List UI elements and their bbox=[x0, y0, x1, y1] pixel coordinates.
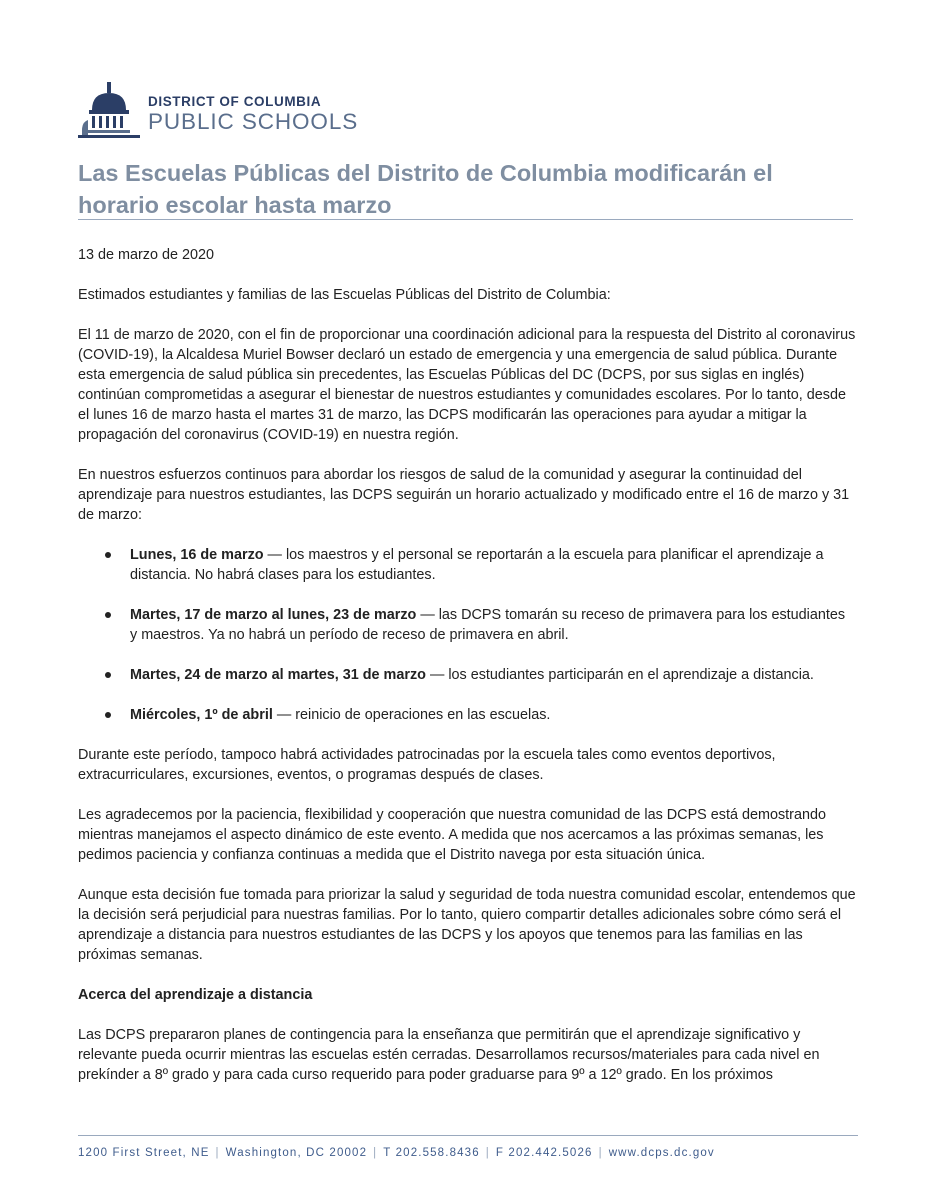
paragraph-activities: Durante este período, tampoco habrá actividades patrocinadas por la escuela tales como eventos deportivos, extracurriculares, excursiones, eventos, o programas después de clases. bbox=[78, 747, 776, 783]
footer-address: 1200 First Street, NE bbox=[78, 1147, 210, 1159]
bullet-icon bbox=[105, 672, 111, 678]
document-title: Las Escuelas Públicas del Distrito de Columbia modificarán el horario escolar hasta marzo bbox=[78, 160, 773, 218]
footer-website-link[interactable]: www.dcps.dc.gov bbox=[608, 1147, 715, 1159]
section-heading-text: Acerca del aprendizaje a distancia bbox=[78, 987, 313, 1003]
bullet-icon bbox=[105, 712, 111, 718]
logo-line-district: DISTRICT OF COLUMBIA bbox=[148, 94, 322, 109]
page-footer bbox=[78, 1147, 858, 1159]
footer-separator: | bbox=[215, 1147, 220, 1159]
footer-separator: | bbox=[373, 1147, 378, 1159]
paragraph-decision: Aunque esta decisión fue tomada para priorizar la salud y seguridad de toda nuestra comunidad escolar, entendemos que la decisión será perjudicial para nuestras familias. Por lo tanto, quiero compartir detalles adicionales sobre cómo será el aprendizaje a distancia para nuestros estudiantes de las DCPS y los apoyos que tenemos para las familias en las próximas semanas. bbox=[78, 887, 856, 963]
schedule-date: Martes, 24 de marzo al martes, 31 de marzo bbox=[130, 667, 426, 683]
list-item bbox=[78, 705, 856, 725]
bullet-icon bbox=[105, 612, 111, 618]
schedule-text: — las DCPS tomarán su receso de primavera para los estudiantes y maestros. Ya no habrá un período de receso de primavera en abril. bbox=[130, 607, 846, 643]
capitol-dome-icon bbox=[78, 80, 140, 138]
letter-body bbox=[78, 245, 856, 1105]
list-item bbox=[78, 665, 856, 685]
paragraph-schedule-intro: En nuestros esfuerzos continuos para abordar los riesgos de salud de la comunidad y asegurar la continuidad del aprendizaje para nuestros estudiantes, las DCPS seguirán un horario actualizado y modificado entre el 16 de marzo y 31 de marzo: bbox=[78, 467, 850, 523]
schedule-list bbox=[78, 545, 856, 725]
logo-line-public-schools: PUBLIC SCHOOLS bbox=[148, 109, 359, 134]
schedule-date: Lunes, 16 de marzo bbox=[130, 547, 264, 563]
footer-city: Washington, DC 20002 bbox=[225, 1147, 368, 1159]
paragraph-contingency: Las DCPS prepararon planes de contingencia para la enseñanza que permitirán que el aprendizaje significativo y relevante pueda ocurrir mientras las escuelas estén cerradas. Desarrollamos recursos/materiales para cada nivel en prekínder a 8º grado y para cada curso requerido para poder graduarse para 9º a 12º grado. En los próximos bbox=[78, 1027, 820, 1083]
title-divider bbox=[78, 219, 853, 220]
schedule-text: — reinicio de operaciones en las escuelas. bbox=[272, 707, 551, 723]
schedule-date: Miércoles, 1º de abril bbox=[130, 707, 273, 723]
footer-fax: F 202.442.5026 bbox=[495, 1147, 593, 1159]
footer-separator: | bbox=[598, 1147, 603, 1159]
footer-phone: T 202.558.8436 bbox=[383, 1147, 480, 1159]
bullet-icon bbox=[105, 552, 111, 558]
schedule-text: — los maestros y el personal se reportarán a la escuela para planificar el aprendizaje a distancia. No habrá clases para los estudiantes. bbox=[130, 547, 824, 583]
section-heading-distance-learning bbox=[78, 985, 856, 1005]
dcps-logo bbox=[78, 80, 388, 138]
list-item bbox=[78, 605, 856, 645]
footer-separator: | bbox=[485, 1147, 490, 1159]
footer-divider bbox=[78, 1135, 858, 1136]
list-item bbox=[78, 545, 856, 585]
schedule-date: Martes, 17 de marzo al lunes, 23 de marzo bbox=[130, 607, 417, 623]
paragraph-thanks: Les agradecemos por la paciencia, flexibilidad y cooperación que nuestra comunidad de las DCPS está demostrando mientras manejamos el aspecto dinámico de este evento. A medida que nos acercamos a las próximas semanas, les pedimos paciencia y confianza continuas a medida que el Distrito navega por esta situación única. bbox=[78, 807, 826, 863]
salutation: Estimados estudiantes y familias de las Escuelas Públicas del Distrito de Columbia: bbox=[78, 287, 611, 303]
letter-date: 13 de marzo de 2020 bbox=[78, 247, 215, 263]
schedule-text: — los estudiantes participarán en el aprendizaje a distancia. bbox=[425, 667, 814, 683]
paragraph-emergency: El 11 de marzo de 2020, con el fin de proporcionar una coordinación adicional para la respuesta del Distrito al coronavirus (COVID-19), la Alcaldesa Muriel Bowser declaró un estado de emergencia y una emergencia de salud pública. Durante esta emergencia de salud pública sin precedentes, las Escuelas Públicas del DC (DCPS, por sus siglas en inglés) continúan comprometidas a asegurar el bienestar de nuestros estudiantes y comunidades escolares. Por lo tanto, desde el lunes 16 de marzo hasta el martes 31 de marzo, las DCPS modificarán las operaciones para ayudar a mitigar la propagación del coronavirus (COVID-19) en nuestra región. bbox=[78, 327, 856, 443]
